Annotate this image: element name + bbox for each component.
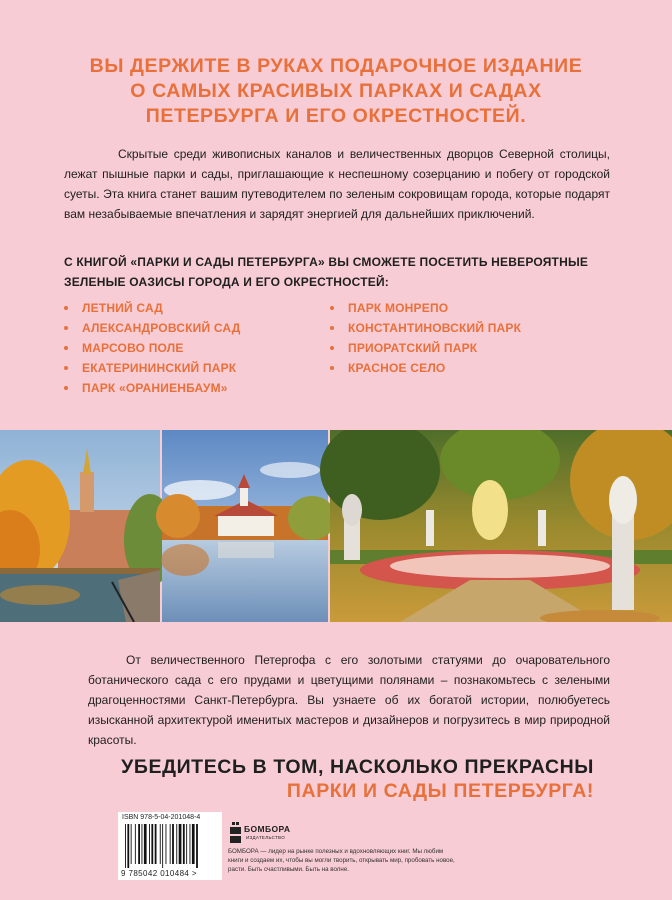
- parks-lead-line-2: ЗЕЛЕНЫЕ ОАЗИСЫ ГОРОДА И ЕГО ОКРЕСТНОСТЕЙ:: [64, 275, 389, 289]
- barcode-bar: [135, 824, 136, 864]
- list-item: КРАСНОЕ СЕЛО: [330, 358, 521, 378]
- parks-list-right: [330, 298, 521, 378]
- barcode-bar: [196, 824, 198, 868]
- barcode-bar: [138, 824, 140, 864]
- barcode-bar: [160, 824, 161, 864]
- barcode-bar: [131, 824, 132, 864]
- publisher-name: БОМБОРА: [244, 824, 291, 834]
- bullet-dot-icon: [64, 326, 68, 330]
- barcode-bars: [123, 824, 217, 868]
- bombora-logo-icon: [230, 822, 242, 844]
- headline-line-1: ВЫ ДЕРЖИТЕ В РУКАХ ПОДАРОЧНОЕ ИЗДАНИЕ: [89, 55, 583, 77]
- barcode-bar: [144, 824, 147, 864]
- barcode-bar: [192, 824, 195, 864]
- barcode-digits: 9 785042 010484 >: [121, 869, 197, 878]
- bullet-dot-icon: [64, 346, 68, 350]
- body-paragraph: От величественного Петергофа с его золотыми статуями до очаровательного ботанического сада с его прудами и цветущими полянами – познакомьтесь с зелеными драгоценностями Санкт-Петербурга. Вы узнаете об их богатой истории, полюбуетесь изысканной архитектурой именитых мастеров и дизайнеров и погрузитесь в мир природной красоты.: [88, 653, 610, 747]
- list-item: ЕКАТЕРИНИНСКИЙ ПАРК: [64, 358, 240, 378]
- bullet-dot-icon: [330, 306, 334, 310]
- barcode-bar: [172, 824, 174, 864]
- barcode-bar: [170, 824, 171, 864]
- bullet-dot-icon: [330, 326, 334, 330]
- intro-paragraph: Скрытые среди живописных каналов и величественных дворцов Северной столицы, лежат пышные парки и сады, приглашающие к неспешному созерцанию и побегу от городской суеты. Эта книга станет вашим путеводителем по зеленым сокровищам города, которые подарят вам незабываемые впечатления и зарядят энергией для дальнейших приключений.: [64, 147, 610, 221]
- bullet-dot-icon: [64, 366, 68, 370]
- bullet-dot-icon: [64, 386, 68, 390]
- parks-lead: [64, 252, 624, 292]
- barcode-bar: [166, 824, 167, 864]
- barcode-bar: [190, 824, 191, 864]
- barcode-bar: [149, 824, 150, 864]
- cta-line-2: ПАРКИ И САДЫ ПЕТЕРБУРГА!: [286, 780, 594, 802]
- list-item: ПРИОРАТСКИЙ ПАРК: [330, 338, 521, 358]
- parks-lead-line-1: С КНИГОЙ «ПАРКИ И САДЫ ПЕТЕРБУРГА» ВЫ СМОЖЕТЕ ПОСЕТИТЬ НЕВЕРОЯТНЫЕ: [64, 255, 589, 269]
- isbn-text: ISBN 978-5-04-201048-4: [122, 814, 201, 821]
- photo-strip: [0, 430, 672, 622]
- barcode-bar: [125, 824, 126, 868]
- barcode-bar: [142, 824, 143, 864]
- list-item: АЛЕКСАНДРОВСКИЙ САД: [64, 318, 240, 338]
- publisher-sub: ИЗДАТЕЛЬСТВО: [246, 835, 286, 840]
- list-item: ЛЕТНИЙ САД: [64, 298, 240, 318]
- bullet-dot-icon: [330, 366, 334, 370]
- list-item: ПАРК МОНРЕПО: [330, 298, 521, 318]
- headline: [40, 54, 632, 129]
- publisher-logo: [228, 820, 298, 850]
- barcode-bar: [176, 824, 177, 864]
- list-item: КОНСТАНТИНОВСКИЙ ПАРК: [330, 318, 521, 338]
- barcode-bar: [186, 824, 187, 864]
- photo-summer-garden: [320, 430, 672, 622]
- barcode-bar: [151, 824, 153, 864]
- parks-list-left: [64, 298, 240, 398]
- barcode-bar: [183, 824, 185, 864]
- barcode: [118, 812, 222, 880]
- barcode-bar: [155, 824, 157, 864]
- publisher-about: БОМБОРА — лидер на рынке полезных и вдохновляющих книг. Мы любим книги и создаем их, чтобы вы могли творить, открывать мир, пробовать новое, расти. Быть счастливыми. Быть на волне.: [228, 848, 455, 873]
- barcode-bar: [179, 824, 182, 864]
- photo-canal-castle: [0, 430, 176, 622]
- headline-line-2: О САМЫХ КРАСИВЫХ ПАРКАХ И САДАХ: [130, 80, 542, 102]
- list-item: ПАРК «ОРАНИЕНБАУМ»: [64, 378, 240, 398]
- bullet-dot-icon: [330, 346, 334, 350]
- barcode-bar: [162, 824, 163, 868]
- list-item: МАРСОВО ПОЛЕ: [64, 338, 240, 358]
- cta-line-1: УБЕДИТЕСЬ В ТОМ, НАСКОЛЬКО ПРЕКРАСНЫ: [121, 756, 594, 778]
- headline-line-3: ПЕТЕРБУРГА И ЕГО ОКРЕСТНОСТЕЙ.: [145, 105, 527, 127]
- barcode-bar: [127, 824, 129, 868]
- photo-priory-lake: [156, 430, 336, 622]
- bullet-dot-icon: [64, 306, 68, 310]
